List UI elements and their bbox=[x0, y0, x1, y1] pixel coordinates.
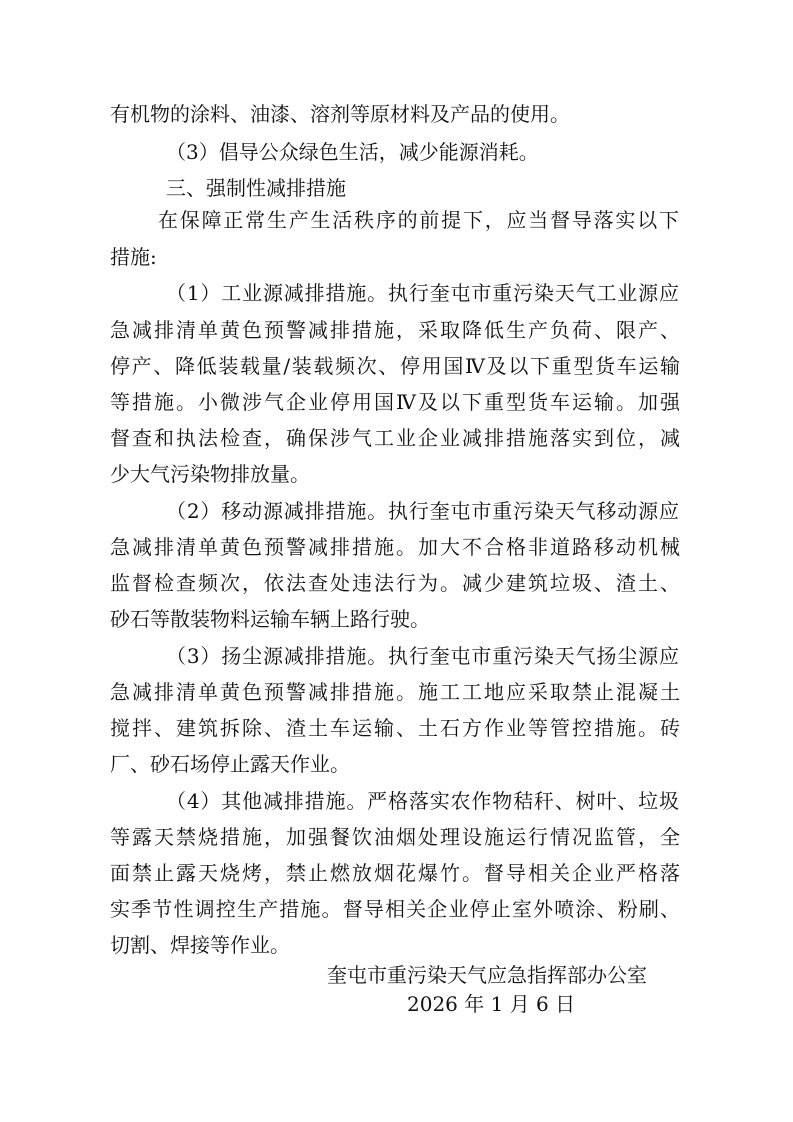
signature-office: 奎屯市重污染天气应急指挥部办公室 bbox=[327, 963, 647, 987]
paragraph-first-line: （3）扬尘源减排措施。执行奎屯市重污染天气扬尘源应 bbox=[166, 644, 679, 668]
paragraph-first-line: （1）工业源减排措施。执行奎屯市重污染天气工业源应 bbox=[166, 281, 679, 305]
body-line: 急减排清单黄色预警减排措施。施工工地应采取禁止混凝土 bbox=[110, 680, 680, 704]
body-line: 厂、砂石场停止露天作业。 bbox=[110, 752, 350, 776]
body-line: 监督检查频次，依法查处违法行为。减少建筑垃圾、渣土、 bbox=[110, 571, 680, 595]
body-line: 督查和执法检查，确保涉气工业企业减排措施落实到位，减 bbox=[110, 426, 680, 450]
body-line: 等露天禁烧措施，加强餐饮油烟处理设施运行情况监管，全 bbox=[110, 825, 680, 849]
body-line: 等措施。小微涉气企业停用国Ⅳ及以下重型货车运输。加强 bbox=[110, 390, 680, 414]
body-line: 少大气污染物排放量。 bbox=[110, 462, 310, 486]
body-line: 在保障正常生产生活秩序的前提下，应当督导落实以下 bbox=[158, 208, 679, 232]
body-line: 搅拌、建筑拆除、渣土车运输、土石方作业等管控措施。砖 bbox=[110, 716, 680, 740]
section-heading: 三、强制性减排措施 bbox=[166, 176, 346, 200]
body-line: 切割、焊接等作业。 bbox=[110, 933, 290, 957]
paragraph-first-line: （4）其他减排措施。严格落实农作物秸秆、树叶、垃圾 bbox=[166, 789, 679, 813]
body-line: 砂石等散装物料运输车辆上路行驶。 bbox=[110, 607, 430, 631]
body-line: 停产、降低装载量/装载频次、停用国Ⅳ及以下重型货车运输 bbox=[110, 354, 680, 378]
body-line: 实季节性调控生产措施。督导相关企业停止室外喷涂、粉刷、 bbox=[110, 897, 680, 921]
body-line: 急减排清单黄色预警减排措施，采取降低生产负荷、限产、 bbox=[110, 318, 680, 342]
body-line: 急减排清单黄色预警减排措施。加大不合格非道路移动机械 bbox=[110, 535, 680, 559]
body-line: 面禁止露天烧烤，禁止燃放烟花爆竹。督导相关企业严格落 bbox=[110, 861, 680, 885]
signature-date: 2026 年 1 月 6 日 bbox=[407, 992, 576, 1016]
list-item-heading: （3）倡导公众绿色生活，减少能源消耗。 bbox=[166, 140, 539, 164]
paragraph-first-line: （2）移动源减排措施。执行奎屯市重污染天气移动源应 bbox=[166, 499, 679, 523]
body-line: 有机物的涂料、油漆、溶剂等原材料及产品的使用。 bbox=[110, 102, 570, 126]
body-line: 措施: bbox=[110, 245, 157, 269]
